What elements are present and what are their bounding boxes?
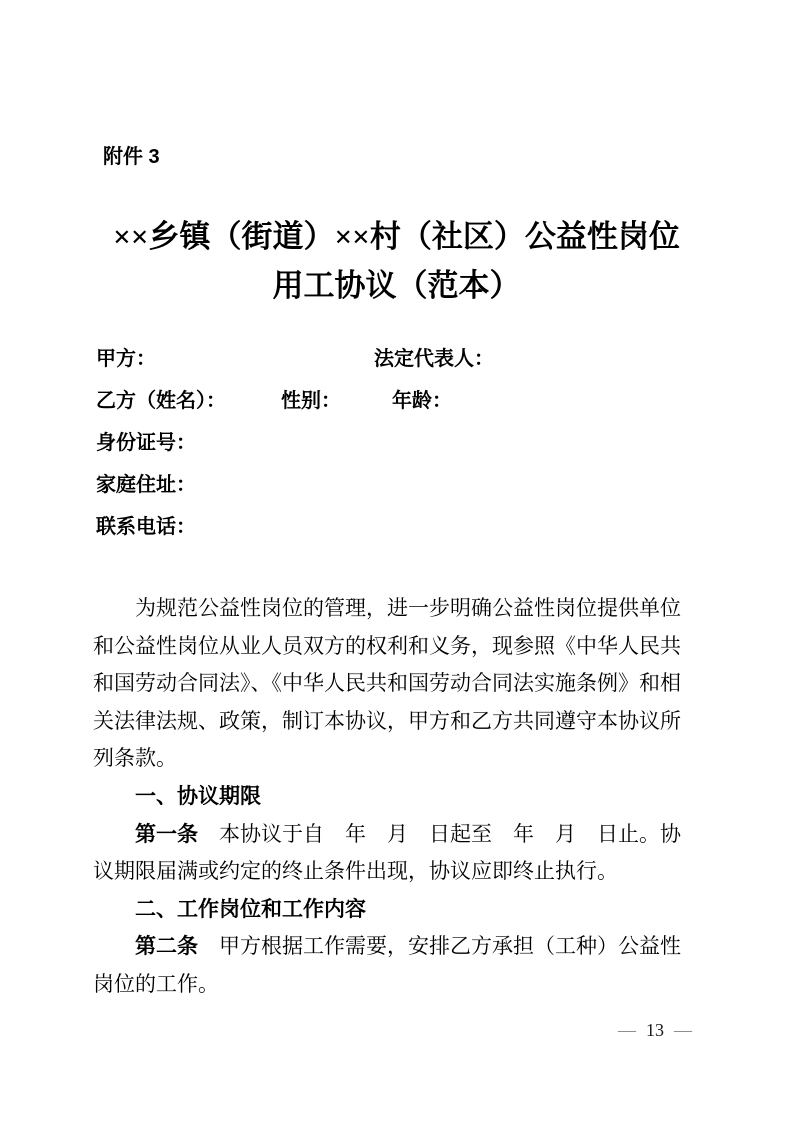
home-address-label: 家庭住址： <box>96 474 196 496</box>
preamble-line: 列条款。 <box>93 746 177 771</box>
id-number-row <box>96 422 716 464</box>
legal-representative-label: 法定代表人： <box>374 348 494 370</box>
preamble-line: 和公益性岗位从业人员双方的权利和义务，现参照《中华人民共 <box>93 633 681 658</box>
article-1-line-2: 议期限届满或约定的终止条件出现，协议应即终止执行。 <box>93 859 618 884</box>
article-2-line-1 <box>93 928 709 966</box>
attachment-label: 附件 3 <box>103 146 160 168</box>
party-a-row <box>96 338 716 380</box>
article-2-number: 第二条 <box>135 934 198 959</box>
document-title <box>0 212 793 310</box>
contact-phone-label: 联系电话： <box>96 516 196 538</box>
page-number-dash-right: — <box>674 1020 692 1040</box>
preamble-line: 关法律法规、政策，制订本协议，甲方和乙方共同遵守本协议所 <box>93 708 681 733</box>
page-number <box>618 1018 692 1042</box>
article-1-line-1 <box>93 816 709 854</box>
section-1-heading: 一、协议期限 <box>135 784 261 808</box>
article-2-text: 甲方根据工作需要，安排乙方承担（工种）公益性 <box>198 934 681 959</box>
article-1-number: 第一条 <box>135 821 198 846</box>
parties-section <box>96 338 716 548</box>
article-2-line-2: 岗位的工作。 <box>93 971 219 996</box>
party-b-name-label: 乙方（姓名）： <box>96 390 226 412</box>
page-number-dash-left: — <box>618 1020 636 1040</box>
title-line-1: ××乡镇（街道）××村（社区）公益性岗位 <box>113 219 680 254</box>
id-number-label: 身份证号： <box>96 432 196 454</box>
agreement-body <box>93 590 709 1004</box>
gender-label: 性别： <box>281 390 341 412</box>
article-1-text: 本协议于自 年 月 日起至 年 月 日止。协 <box>198 821 681 846</box>
home-address-row <box>96 464 716 506</box>
contact-phone-row <box>96 506 716 548</box>
title-line-2: 用工协议（范本） <box>272 268 521 303</box>
party-a-label: 甲方： <box>96 348 156 370</box>
party-b-row <box>96 380 716 422</box>
page-number-value: 13 <box>646 1020 664 1040</box>
preamble-line: 为规范公益性岗位的管理，进一步明确公益性岗位提供单位 <box>135 596 681 620</box>
age-label: 年龄： <box>392 390 452 412</box>
preamble-line: 和国劳动合同法》、《中华人民共和国劳动合同法实施条例》和相 <box>93 671 681 696</box>
section-2-heading: 二、工作岗位和工作内容 <box>135 897 366 921</box>
